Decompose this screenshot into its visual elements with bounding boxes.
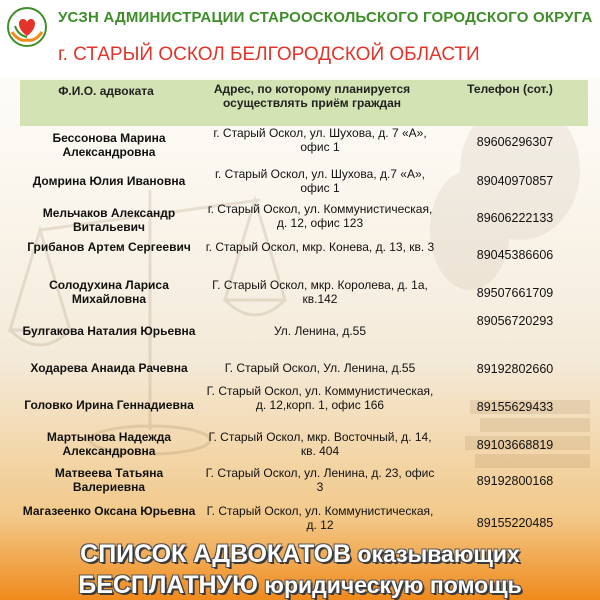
lawyer-phone: 89606222133 bbox=[476, 211, 554, 225]
lawyer-name: Головко Ирина Геннадиевна bbox=[24, 398, 194, 412]
footer-line-2-strong: БЕСПЛАТНУЮ bbox=[78, 571, 258, 599]
city-title: г. СТАРЫЙ ОСКОЛ БЕЛГОРОДСКОЙ ОБЛАСТИ bbox=[58, 44, 480, 65]
lawyer-phone: 89606296307 bbox=[476, 135, 554, 149]
column-phone-header: Телефон (сот.) bbox=[467, 82, 553, 96]
lawyer-name: Магазеенко Оксана Юрьевна bbox=[22, 504, 196, 518]
footer-line-1 bbox=[0, 540, 600, 569]
lawyer-address: Г. Старый Оскол, ул. Коммунистическая, д. 12,корп. 1, офис 166 bbox=[206, 384, 434, 412]
lawyer-phone: 89040970857 bbox=[476, 174, 554, 188]
lawyer-phone: 89056720293 bbox=[476, 314, 554, 328]
lawyer-phone: 89103668819 bbox=[476, 438, 554, 452]
lawyer-phone: 89192800168 bbox=[476, 474, 554, 488]
column-name-header: Ф.И.О. адвоката bbox=[58, 84, 154, 98]
lawyer-address: г. Старый Оскол, ул. Коммунистическая, д. 12, офис 123 bbox=[207, 202, 433, 230]
lawyer-phone: 89045386606 bbox=[476, 248, 554, 262]
lawyer-phone: 89192802660 bbox=[476, 362, 554, 376]
header bbox=[0, 0, 600, 78]
lawyer-phone: 89155220485 bbox=[476, 516, 554, 530]
lawyer-address: Г. Старый Оскол, Ул. Ленина, д.55 bbox=[224, 361, 416, 375]
lawyer-phone: 89507661709 bbox=[476, 286, 554, 300]
lawyer-name: Булгакова Наталия Юрьевна bbox=[22, 324, 196, 338]
lawyer-address: Г. Старый Оскол, ул. Ленина, д. 23, офис 3 bbox=[205, 466, 435, 494]
footer-line-1-strong: СПИСОК АДВОКАТОВ bbox=[80, 540, 352, 568]
footer-line-1-rest: оказывающих bbox=[357, 541, 520, 567]
lawyer-name: Матвеева Татьяна Валериевна bbox=[54, 466, 164, 494]
lawyer-address: Г. Старый Оскол, мкр. Королева, д. 1а, кв.142 bbox=[212, 278, 428, 306]
lawyer-address: Г. Старый Оскол, ул. Коммунистическая, д. 12 bbox=[206, 504, 434, 532]
lawyer-name: Мельчаков Александр Витальевич bbox=[42, 206, 176, 234]
footer-line-2 bbox=[0, 571, 600, 600]
lawyer-address: г. Старый Оскол, ул. Шухова, д.7 «А», офис 1 bbox=[215, 167, 425, 195]
lawyer-name: Бессонова Марина Александровна bbox=[52, 131, 166, 159]
table-header bbox=[20, 80, 588, 126]
lawyer-address: Г. Старый Оскол, мкр. Восточный, д. 14, кв. 404 bbox=[208, 430, 432, 458]
lawyer-name: Ходарева Анаида Рачевна bbox=[30, 361, 188, 375]
footer-line-2-rest: юридическую помощь bbox=[264, 572, 522, 598]
lawyer-name: Домрина Юлия Ивановна bbox=[32, 174, 186, 188]
lawyer-name: Грибанов Артем Сергеевич bbox=[27, 240, 191, 254]
heart-hands-logo-icon bbox=[6, 6, 48, 48]
footer-banner bbox=[0, 538, 600, 600]
lawyer-name: Мартынова Надежда Александровна bbox=[46, 430, 172, 458]
lawyer-address: г. Старый Оскол, мкр. Конева, д. 13, кв. 3 bbox=[205, 240, 435, 254]
lawyer-address: г. Старый Оскол, ул. Шухова, д. 7 «А», офис 1 bbox=[213, 126, 427, 154]
organization-title: УСЗН АДМИНИСТРАЦИИ СТАРООСКОЛЬСКОГО ГОРОДСКОГО ОКРУГА bbox=[58, 9, 593, 26]
lawyer-address: Ул. Ленина, д.55 bbox=[273, 324, 367, 338]
column-address-header: Адрес, по которому планируется осуществлять приём граждан bbox=[213, 82, 411, 110]
lawyer-name: Солодухина Лариса Михайловна bbox=[49, 278, 169, 306]
lawyer-phone: 89155629433 bbox=[476, 400, 554, 414]
